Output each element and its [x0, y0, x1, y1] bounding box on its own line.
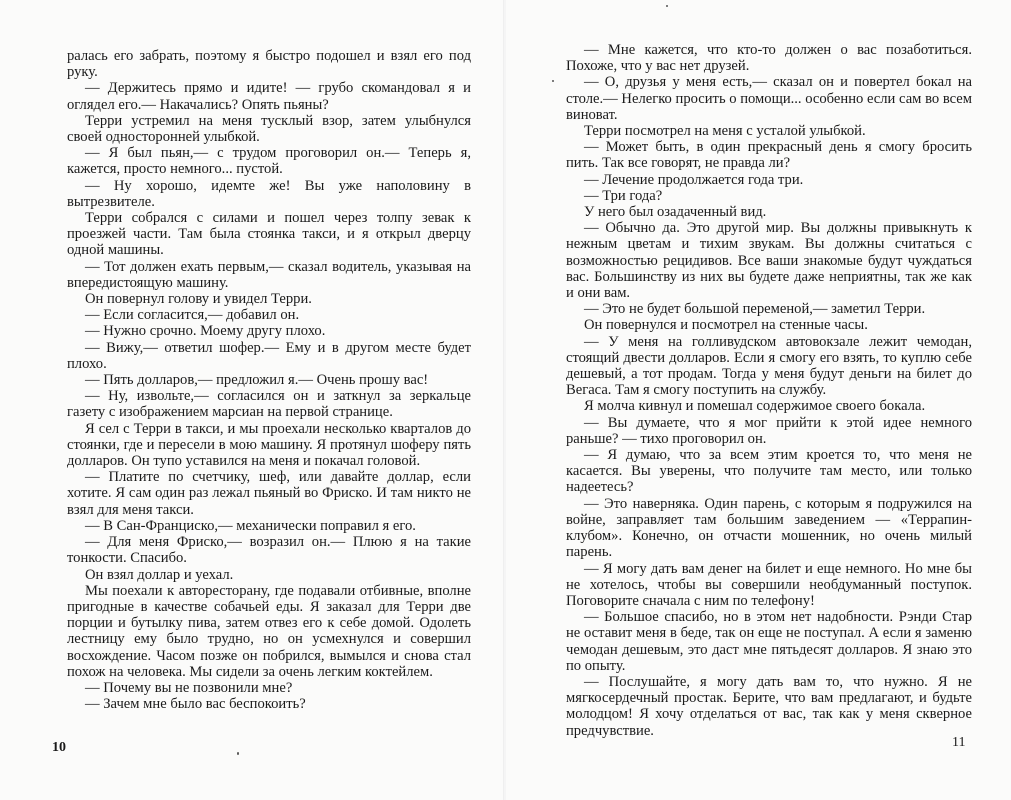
- paragraph: — Тот должен ехать первым,— сказал водитель, указывая на впередистоящую машину.: [67, 258, 471, 291]
- paragraph: — Почему вы не позвонили мне?: [85, 679, 293, 696]
- paragraph: — Если согласится,— добавил он.: [85, 307, 300, 324]
- paragraph: — Для меня Фриско,— возразил он.— Плюю я на такие тонкости. Спасибо.: [67, 534, 471, 567]
- paragraph: — Я был пьян,— с трудом проговорил он.— Теперь я, кажется, просто немного... пустой.: [67, 145, 471, 178]
- page-number: 11: [952, 735, 966, 750]
- paragraph: — Вы думаете, что я мог прийти к этой идее немного раньше? — тихо проговорил он.: [566, 414, 972, 447]
- paragraph: — Вижу,— ответил шофер.— Ему и в другом месте будет плохо.: [67, 339, 471, 372]
- paragraph: — Пять долларов,— предложил я.— Очень прошу вас!: [85, 372, 429, 389]
- paragraph: — Послушайте, я могу дать вам то, что нужно. Я не мягкосердечный простак. Берите, что вам предлагают, и будьте молодцом! Я хочу отделаться от вас, так как у меня скверное предчувствие.: [566, 673, 972, 739]
- paragraph: Терри устремил на меня тусклый взор, затем улыбнулся своей односторонней улыбкой.: [67, 112, 471, 146]
- paragraph: — Обычно да. Это другой мир. Вы должны привыкнуть к нежным цветам и тихим звукам. Вы должны считаться с возможностью рецидивов. Все ваши знакомые будут чуждаться вас. Большинству из них вы будете даже неприятны, так же как и они вам.: [566, 220, 972, 302]
- left-page: [0, 0, 505, 800]
- print-speck: [666, 5, 668, 7]
- left-page-text: [67, 48, 471, 712]
- paragraph: ралась его забрать, поэтому я быстро подошел и взял его под руку.: [67, 48, 471, 81]
- paragraph: У него был озадаченный вид.: [584, 204, 767, 221]
- paragraph: — Держитесь прямо и идите! — грубо скомандовал я и оглядел его.— Накачались? Опять пьяны?: [67, 80, 471, 113]
- right-page: [506, 0, 1011, 800]
- right-page-text: [566, 42, 972, 739]
- paragraph: — Может быть, в один прекрасный день я смогу бросить пить. Так все говорят, не правда ли?: [566, 139, 972, 172]
- paragraph: — Это наверняка. Один парень, с которым я подружился на войне, заправляет там большим заведением — «Террапин-клубом». Конечно, он отчасти мошенник, но очень милый парень.: [566, 495, 972, 561]
- paragraph: — Это не будет большой переменой,— заметил Терри.: [584, 301, 926, 318]
- paragraph: — В Сан-Франциско,— механически поправил я его.: [85, 517, 416, 534]
- paragraph: — Зачем мне было вас беспокоить?: [85, 696, 306, 713]
- paragraph: — Платите по счетчику, шеф, или давайте доллар, если хотите. Я сам один раз лежал пьяный во Фриско. И там никто не взял для меня такси.: [67, 469, 471, 518]
- paragraph: — Мне кажется, что кто-то должен о вас позаботиться. Похоже, что у вас нет друзей.: [566, 42, 972, 75]
- paragraph: — Нужно срочно. Моему другу плохо.: [85, 323, 326, 340]
- page-number: 10: [52, 740, 66, 755]
- paragraph: Терри собрался с силами и пошел через толпу зевак к проезжей части. Там была стоянка такси, и я открыл дверцу одной машины.: [67, 210, 471, 259]
- paragraph: — Три года?: [584, 187, 663, 204]
- print-speck: [237, 752, 239, 755]
- print-speck: [552, 80, 554, 82]
- paragraph: Я сел с Терри в такси, и мы проехали несколько кварталов до стоянки, где и пересели в мою машину. Я протянул шоферу пять долларов. Он тупо уставился на меня и покачал головой.: [67, 420, 471, 470]
- paragraph: Он повернул голову и увидел Терри.: [85, 291, 312, 308]
- paragraph: Мы поехали к авторесторану, где подавали отбивные, вполне пригодные в качестве собачьей еды. Я заказал для Терри две порции и бутылку пива, затем отвез его к себе домой. Одолеть лестницу ему было трудно, но он усмехнулся и совершил восхождение. Часом позже он побрился, вымылся и снова стал похож на человека. Мы сидели за очень легким коктейлем.: [67, 582, 471, 680]
- paragraph: Он взял доллар и уехал.: [85, 566, 234, 583]
- paragraph: — Лечение продолжается года три.: [584, 171, 804, 188]
- paragraph: — Я могу дать вам денег на билет и еще немного. Но мне бы не хотелось, чтобы вы совершили необдуманный поступок. Поговорите сначала с ним по телефону!: [566, 560, 972, 609]
- paragraph: Я молча кивнул и помешал содержимое своего бокала.: [584, 398, 926, 415]
- paragraph: — О, друзья у меня есть,— сказал он и повертел бокал на столе.— Нелегко просить о помощи... особенно если сам во всем виноват.: [566, 74, 972, 123]
- paragraph: — У меня на голливудском автовокзале лежит чемодан, стоящий двести долларов. Если я смогу его взять, то куплю себе дешевый, а тот продам. Тогда у меня будут деньги на билет до Вегаса. Там я смогу поступить на службу.: [566, 333, 972, 399]
- paragraph: Терри посмотрел на меня с усталой улыбкой.: [584, 123, 866, 140]
- paragraph: — Ну хорошо, идемте же! Вы уже наполовину в вытрезвителе.: [67, 177, 471, 210]
- paragraph: — Большое спасибо, но в этом нет надобности. Рэнди Стар не оставит меня в беде, так он еще не поступал. А если я заменю чемодан дешевым, это даст мне пятьдесят долларов. Я знаю это по опыту.: [566, 609, 972, 674]
- paragraph: — Ну, извольте,— согласился он и заткнул за зеркальце газету с изображением марсиан на первой странице.: [67, 388, 471, 421]
- paragraph: — Я думаю, что за всем этим кроется то, что меня не касается. Вы уверены, что получите там место, или только надеетесь?: [566, 447, 972, 496]
- paragraph: Он повернулся и посмотрел на стенные часы.: [584, 317, 868, 334]
